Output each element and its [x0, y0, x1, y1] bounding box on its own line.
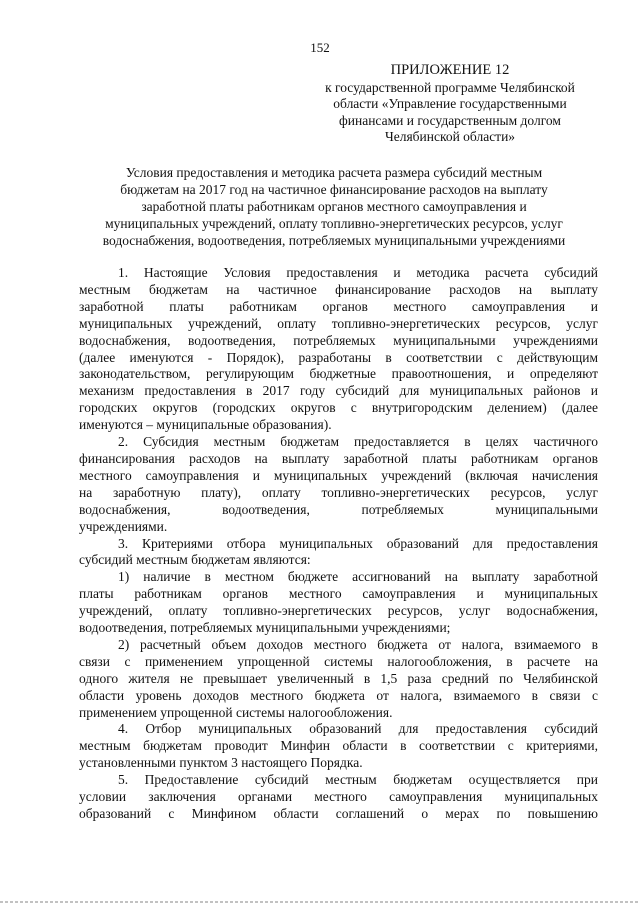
title-line: муниципальных учреждений, оплату топливно-энергетических ресурсов, услуг: [105, 216, 563, 231]
text-line: законодательством, регулирующим бюджетные правоотношения, и определяют: [79, 366, 598, 382]
paragraph-3-1: [79, 569, 598, 637]
text-line: водоснабжения, водоотведения, потребляемых муниципальными: [79, 501, 598, 517]
text-line: субсидий местным бюджетам являются:: [79, 552, 311, 568]
text-line: водоотведения, потребляемых муниципальными учреждениями;: [79, 620, 451, 636]
text-line: 1. Настоящие Условия предоставления и методика расчета субсидий: [118, 265, 598, 280]
appendix-line: к государственной программе Челябинской: [325, 79, 575, 95]
document-body: [79, 265, 598, 823]
appendix-line: финансами и государственным долгом: [339, 112, 561, 128]
paragraph-2: [79, 434, 598, 535]
text-line: местного самоуправления и муниципальных учреждений (включая начисления: [79, 467, 598, 483]
text-line: учреждениями.: [79, 518, 168, 534]
text-line: платы работникам органов местного самоуправления и муниципальных: [79, 586, 598, 602]
text-line: местным бюджетам проводит Минфин области в соответствии с критериями,: [79, 738, 598, 754]
title-line: Условия предоставления и методика расчета размера субсидий местным: [125, 165, 543, 180]
appendix-line: Челябинской области»: [384, 129, 516, 144]
text-line: муниципальных учреждений, оплату топливно-энергетических ресурсов, услуг: [79, 315, 598, 331]
text-line: водоснабжения, водоотведения, потребляемых муниципальными учреждениями: [79, 332, 598, 348]
text-line: (далее именуются - Порядок), разработаны в соответствии с действующим: [79, 349, 598, 365]
scan-edge-artifact: [0, 901, 640, 903]
text-line: применением упрощенной системы налогообложения.: [79, 704, 393, 720]
text-line: 1) наличие в местном бюджете ассигнований на выплату заработной: [118, 569, 598, 585]
text-line: 5. Предоставление субсидий местным бюджетам осуществляется при: [118, 772, 598, 788]
text-line: финансирования расходов на выплату заработной платы работникам органов: [79, 450, 598, 466]
text-line: связи с применением упрощенной системы налогообложения, в расчете на: [79, 653, 598, 669]
text-line: городских округов (городских округов с внутригородским делением) (далее: [79, 400, 598, 416]
title-line: заработной платы работникам органов местного самоуправления и: [141, 199, 527, 214]
text-line: образований с Минфином области соглашений о мерах по повышению: [79, 806, 598, 821]
paragraph-1: [79, 265, 598, 434]
text-line: на заработную плату), оплату топливно-энергетических ресурсов, услуг: [79, 484, 598, 500]
text-line: местным бюджетам на частичное финансирование расходов на выплату: [79, 281, 598, 297]
text-line: 2) расчетный объем доходов местного бюджета от налога, взимаемого в: [118, 636, 598, 652]
text-line: именуются – муниципальные образования).: [79, 417, 332, 433]
paragraph-4: [79, 721, 598, 772]
text-line: механизм предоставления в 2017 году субсидий для муниципальных районов и: [79, 383, 598, 399]
text-line: 2. Субсидия местным бюджетам предоставляется в целях частичного: [118, 434, 598, 450]
paragraph-3-2: [79, 637, 598, 722]
text-line: 4. Отбор муниципальных образований для предоставления субсидий: [118, 721, 598, 737]
paragraph-5: [79, 772, 598, 823]
appendix-title: ПРИЛОЖЕНИЕ 12: [390, 62, 510, 78]
text-line: установленными пунктом 3 настоящего Порядка.: [79, 755, 363, 771]
title-line: бюджетам на 2017 год на частичное финансирование расходов на выплату: [120, 182, 548, 197]
text-line: учреждений, оплату топливно-энергетических ресурсов, услуг водоснабжения,: [79, 603, 598, 619]
text-line: одного жителя не превышает увеличенный в 1,5 раза средний по Челябинской: [79, 670, 598, 686]
paragraph-3: [79, 536, 598, 570]
page-number: 152: [310, 40, 330, 55]
text-line: 3. Критериями отбора муниципальных образований для предоставления: [118, 535, 598, 551]
appendix-line: области «Управление государственными: [333, 96, 567, 111]
document-title: [70, 164, 598, 249]
text-line: области уровень доходов местного бюджета от налога, взимаемого в связи с: [79, 687, 598, 703]
text-line: заработной платы работникам органов местного самоуправления и: [79, 298, 598, 314]
title-line: водоснабжения, водоотведения, потребляемых муниципальными учреждениями: [102, 233, 566, 248]
text-line: условии заключения органами местного самоуправления муниципальных: [79, 789, 598, 805]
appendix-header: [300, 62, 600, 146]
